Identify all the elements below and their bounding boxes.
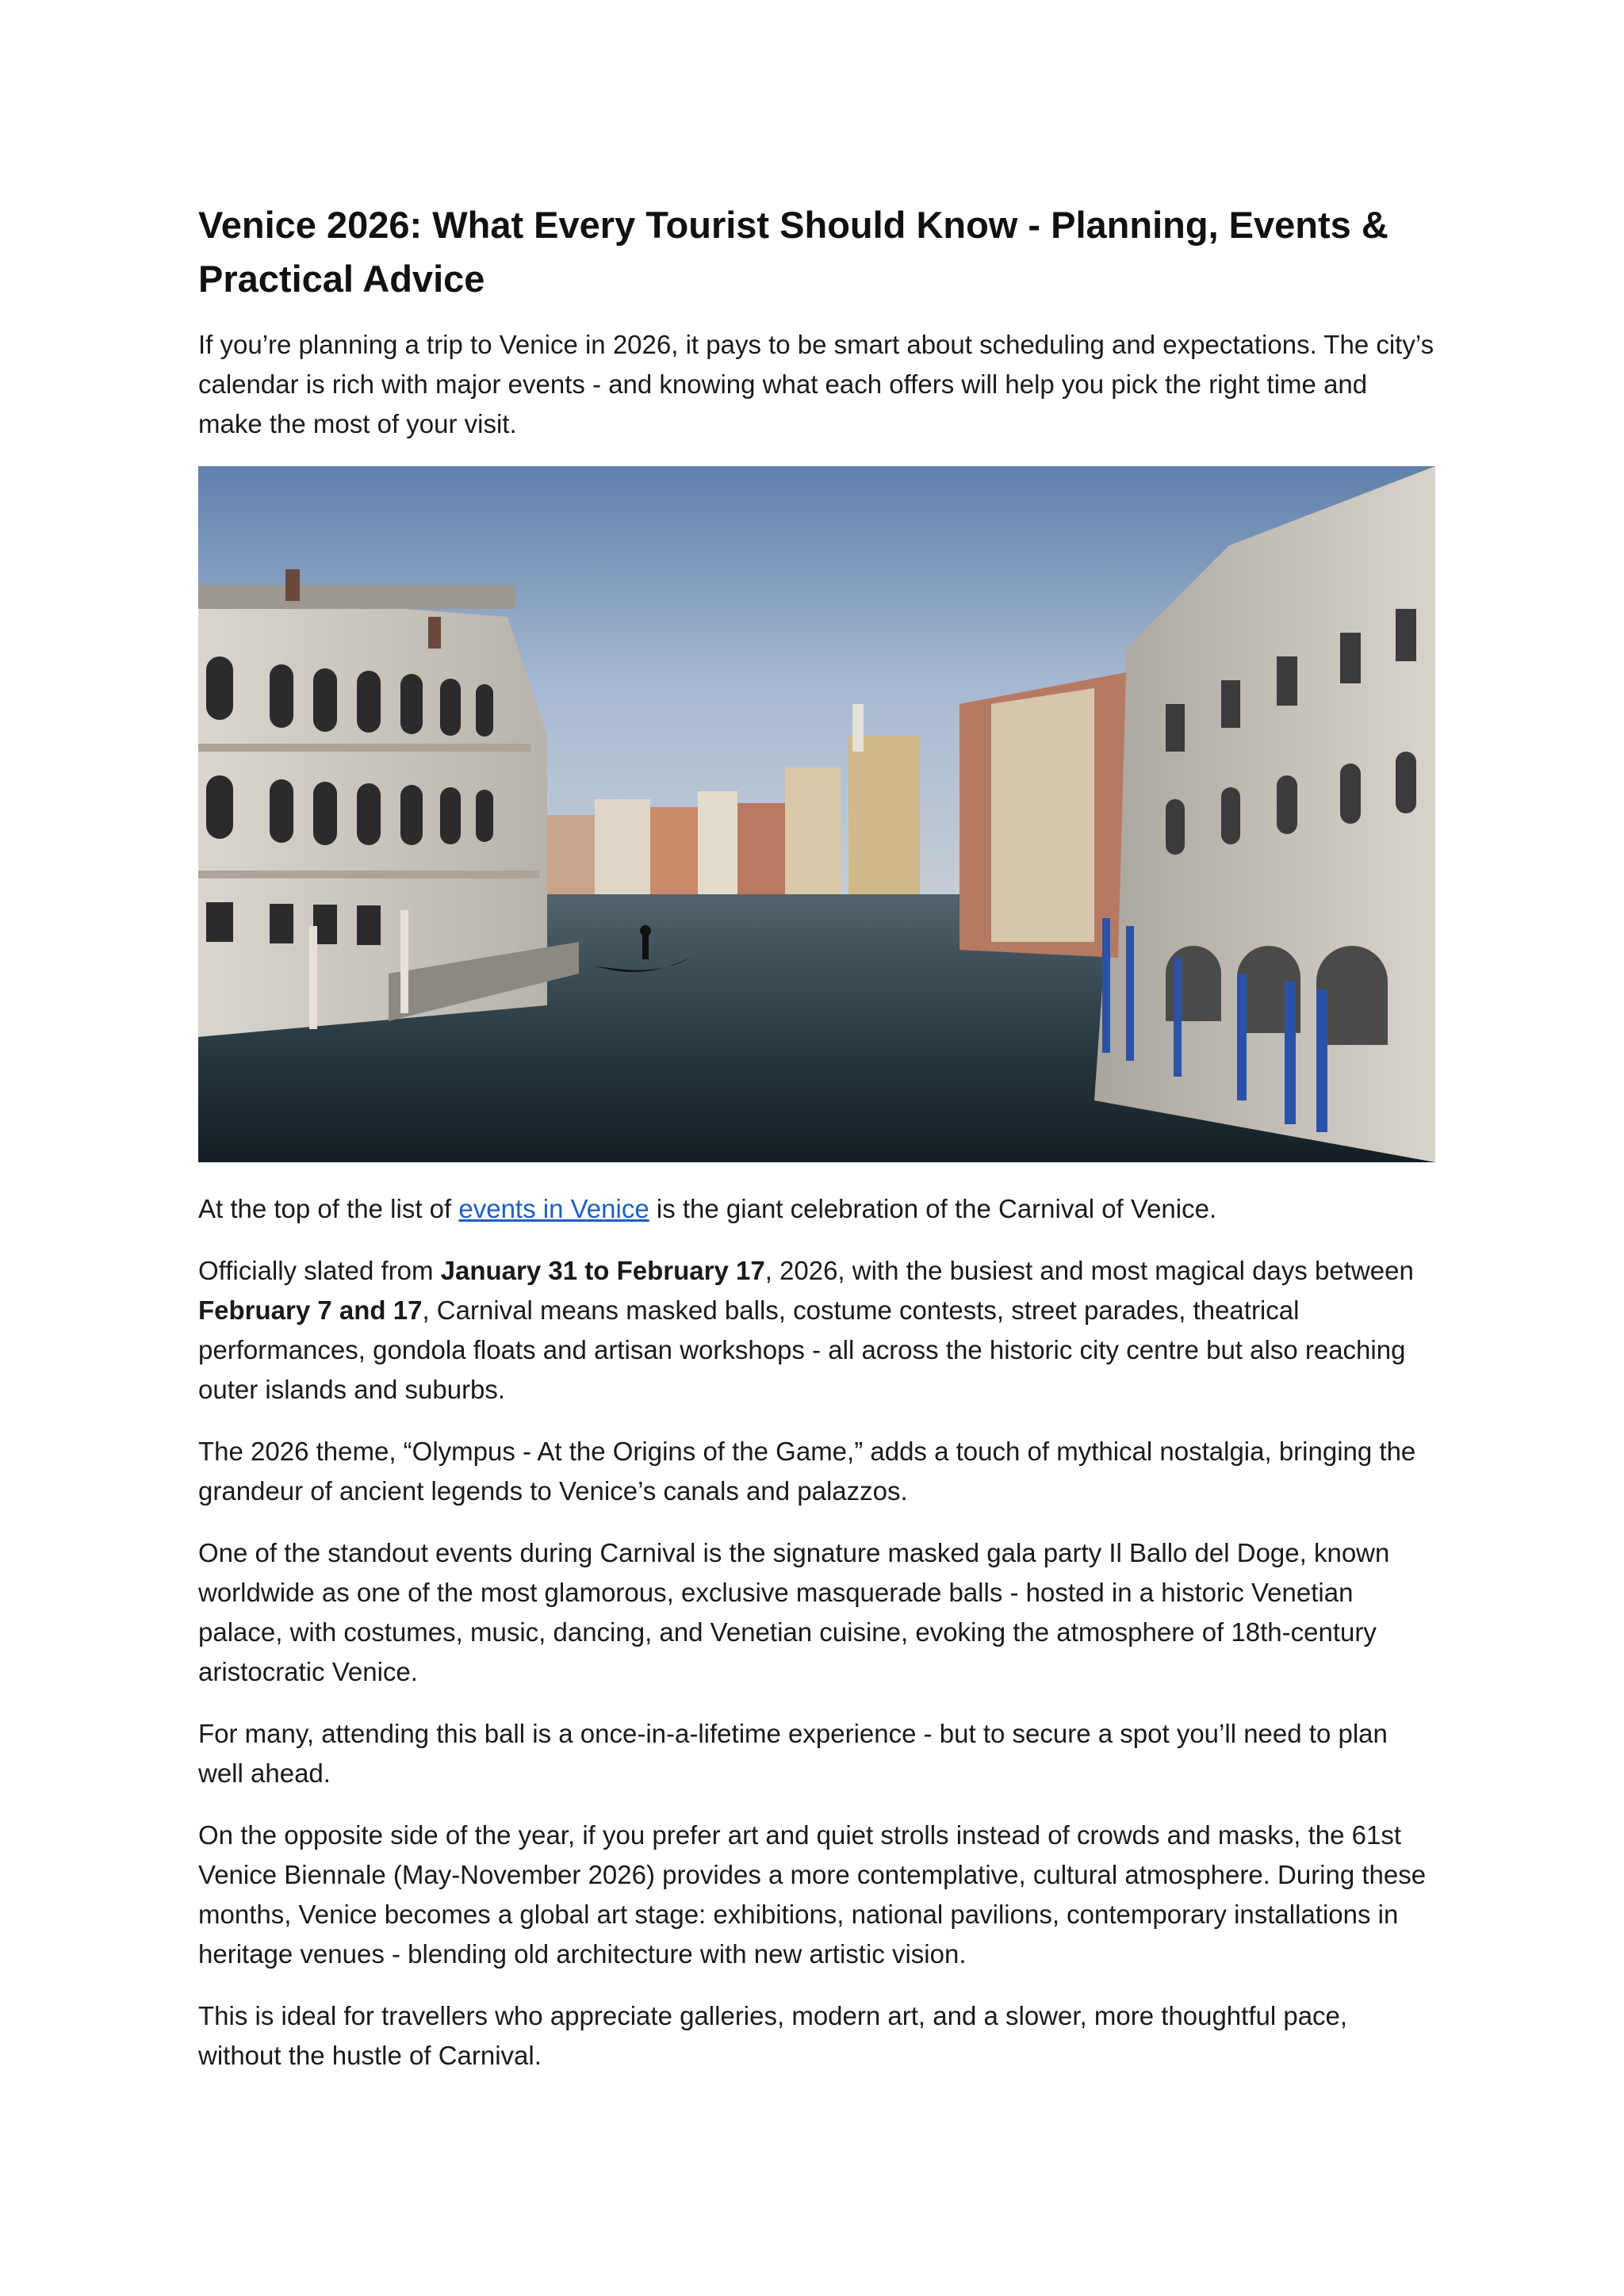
intro-paragraph: If you’re planning a trip to Venice in 2026, it pays to be smart about scheduling and expectations. The city’s calendar is rich with major events - and knowing what each offers will help you pick the right time and make the most of your visit.	[198, 330, 1434, 438]
carnival-date-range: January 31 to February 17	[440, 1256, 765, 1285]
travellers-paragraph: This is ideal for travellers who appreciate galleries, modern art, and a slower, more thoughtful pace, without the hustle of Carnival.	[198, 2001, 1348, 2070]
text-span: Officially slated from	[198, 1256, 441, 1285]
article-title: Venice 2026: What Every Tourist Should Know - Planning, Events & Practical Advice	[198, 204, 1388, 300]
ballo-del-doge-paragraph: One of the standout events during Carnival is the signature masked gala party Il Ballo del Doge, known worldwide as one of the most glamorous, exclusive masquerade balls - hosted in a historic Venetian palace, with costumes, music, dancing, and Venetian cuisine, evoking the atmosphere of 18th-century aristocratic Venice.	[198, 1538, 1390, 1686]
events-in-venice-link[interactable]: events in Venice	[458, 1194, 649, 1223]
grand-canal-illustration	[198, 466, 1435, 1162]
carnival-dates-paragraph	[198, 1251, 1435, 1410]
theme-paragraph: The 2026 theme, “Olympus - At the Origins of the Game,” adds a touch of mythical nostalgia, bringing the grandeur of ancient legends to Venice’s canals and palazzos.	[198, 1437, 1416, 1506]
text-span: , 2026, with the busiest and most magical days between	[764, 1256, 1414, 1285]
plan-ahead-paragraph: For many, attending this ball is a once-in-a-lifetime experience - but to secure a spot you’ll need to plan well ahead.	[198, 1719, 1388, 1788]
biennale-paragraph: On the opposite side of the year, if you prefer art and quiet strolls instead of crowds and masks, the 61st Venice Biennale (May-November 2026) provides a more contemplative, cultural atmosphere. During these months, Venice becomes a global art stage: exhibitions, national pavilions, contemporary installations in heritage venues - blending old architecture with new artistic vision.	[198, 1820, 1427, 1969]
carnival-intro-paragraph	[198, 1189, 1435, 1229]
text-span: At the top of the list of	[198, 1194, 459, 1223]
busiest-days-range: February 7 and 17	[198, 1295, 423, 1325]
article	[198, 198, 1435, 2076]
text-span: , Carnival means masked balls, costume contests, street parades, theatrical performances, gondola floats and artisan workshops - all across the historic city centre but also reaching outer islands and suburbs.	[198, 1295, 1406, 1404]
grand-canal-photo	[198, 466, 1435, 1162]
text-span: is the giant celebration of the Carnival of Venice.	[649, 1194, 1217, 1223]
